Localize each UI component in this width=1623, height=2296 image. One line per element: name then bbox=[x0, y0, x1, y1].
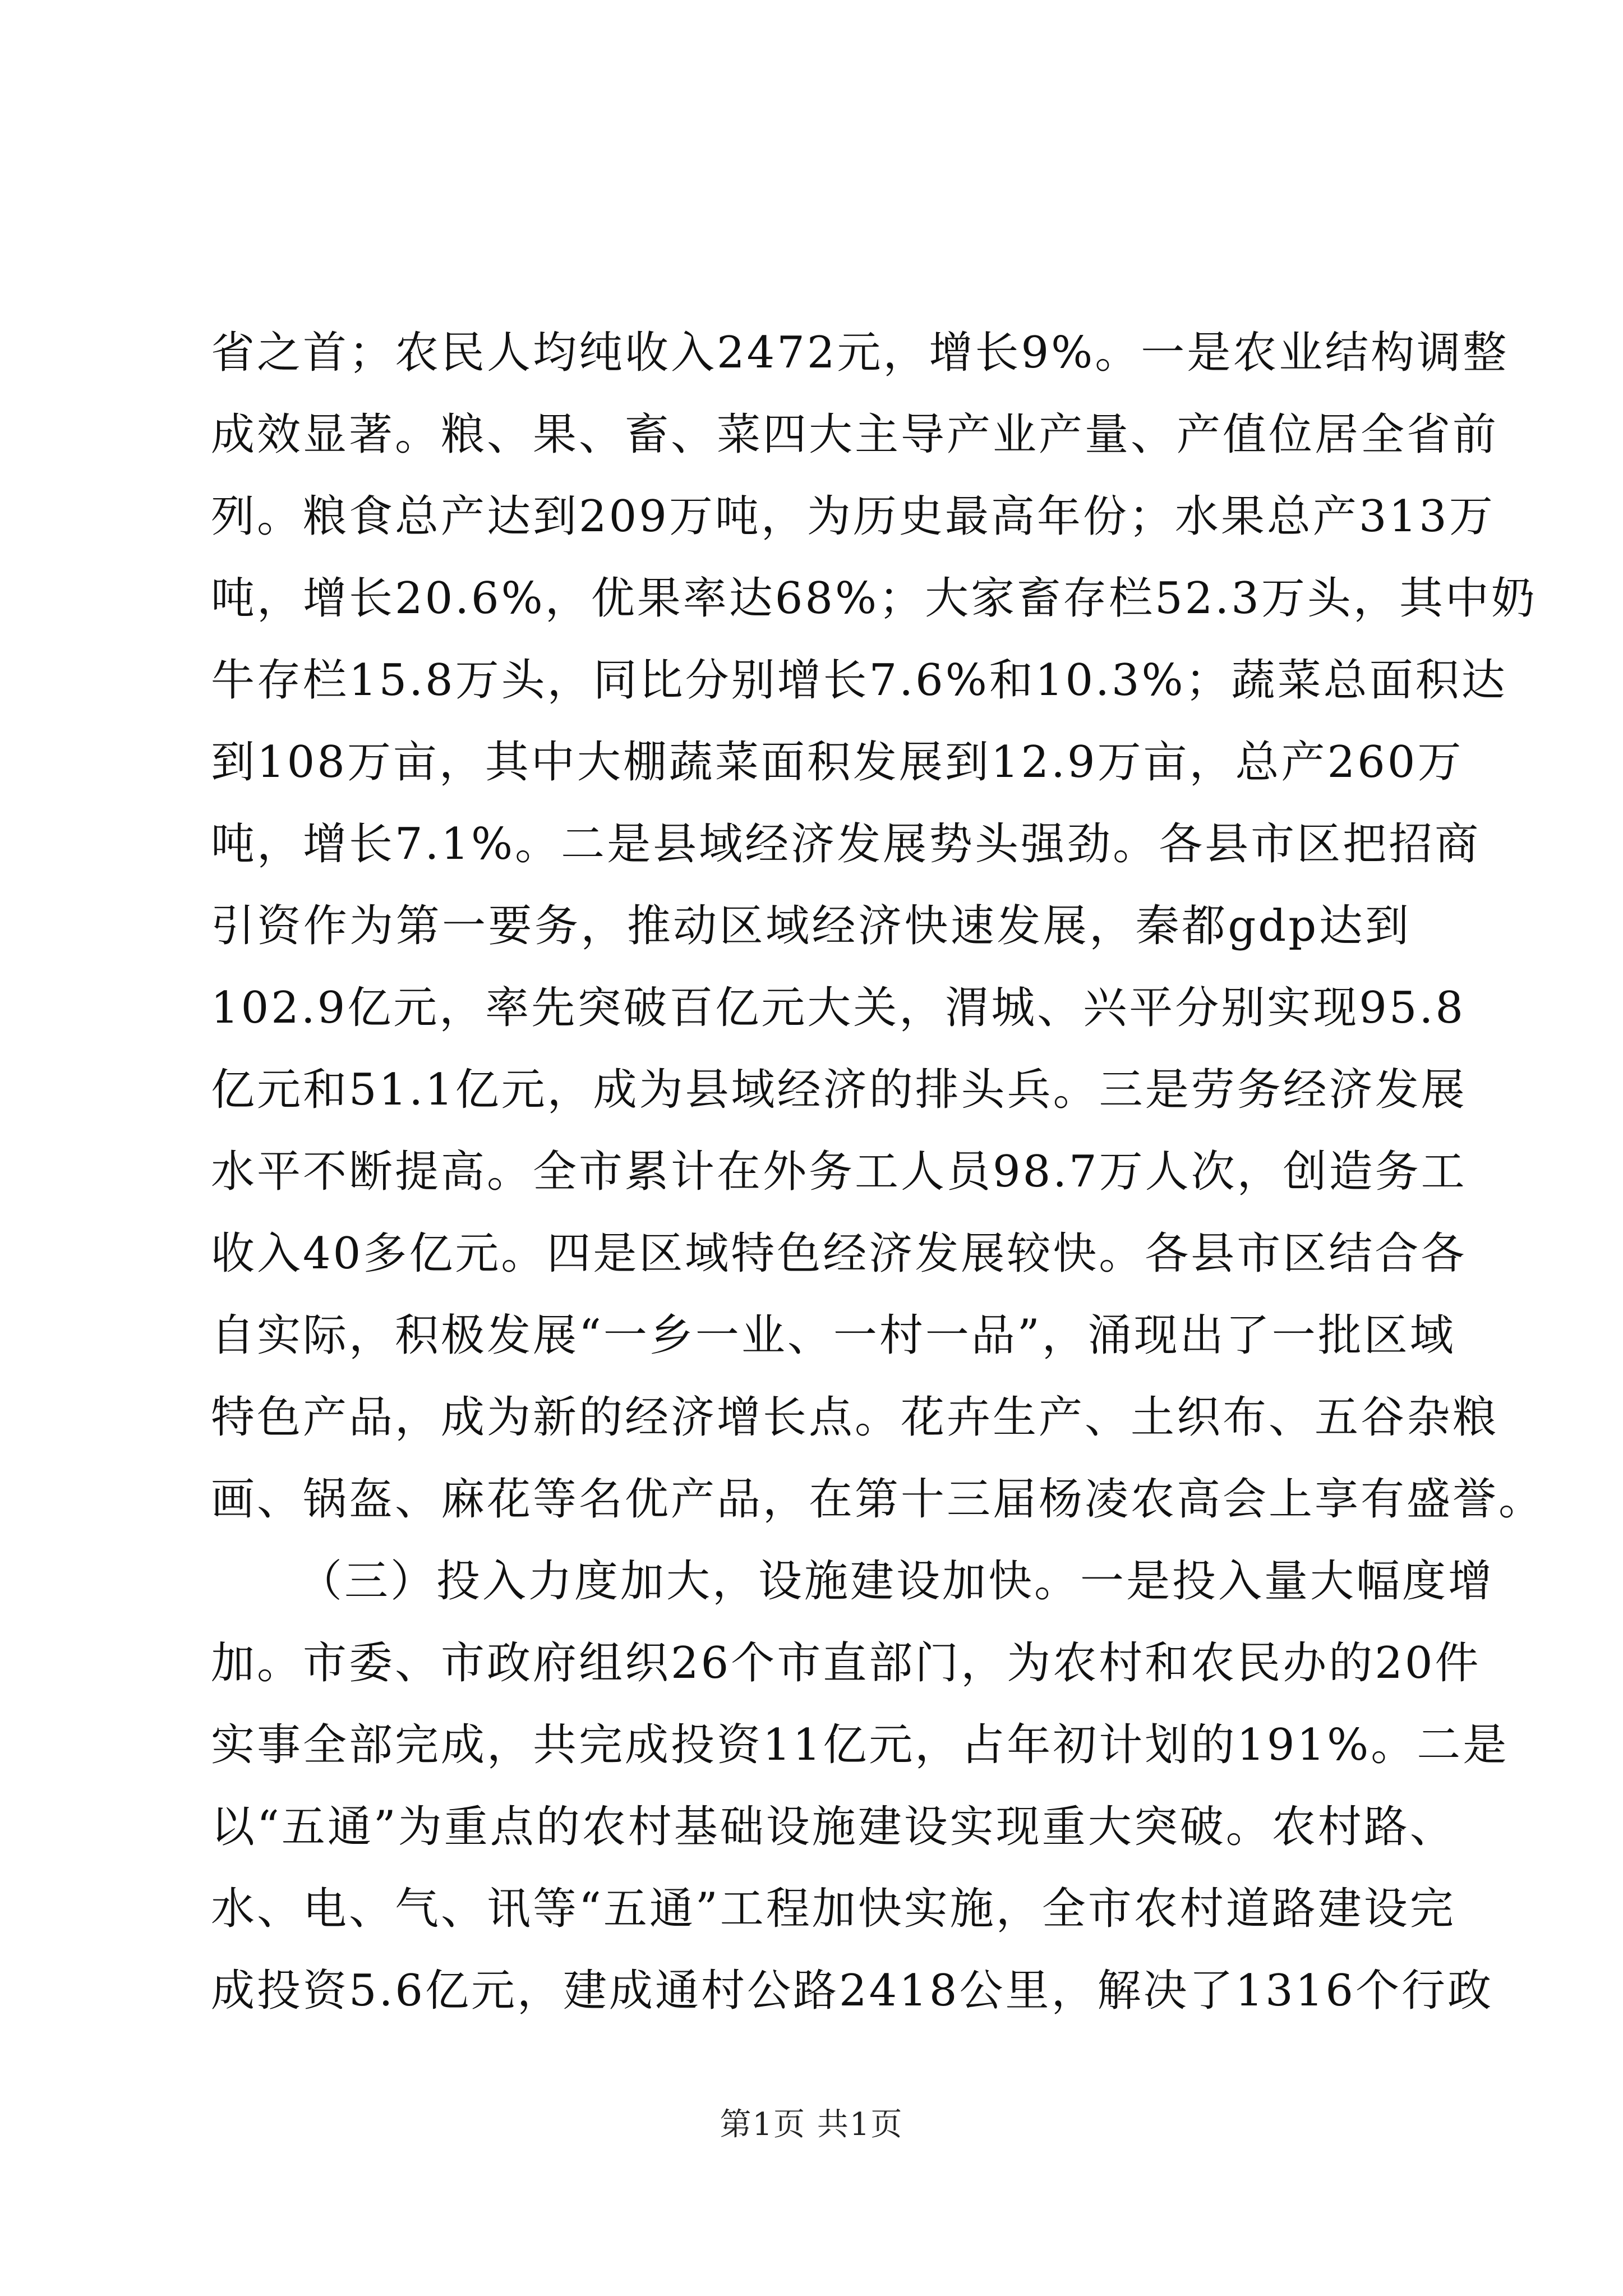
text-line: 到108万亩，其中大棚蔬菜面积发展到12.9万亩，总产260万 bbox=[211, 737, 1464, 788]
text-line: 牛存栏15.8万头，同比分别增长7.6%和10.3%；蔬菜总面积达 bbox=[211, 655, 1507, 706]
text-line: 成投资5.6亿元，建成通村公路2418公里，解决了1316个行政 bbox=[211, 1966, 1494, 2016]
text-line: 102.9亿元，率先突破百亿元大关，渭城、兴平分别实现95.8 bbox=[211, 983, 1465, 1033]
text-line: 画、锅盔、麻花等名优产品，在第十三届杨凌农高会上享有盛誉。 bbox=[211, 1474, 1545, 1525]
page-number-footer: 第1页 共1页 bbox=[720, 2106, 903, 2143]
document-body bbox=[211, 312, 1545, 2032]
text-line: 吨，增长7.1%。二是县域经济发展势头强劲。各县市区把招商 bbox=[211, 819, 1481, 869]
text-line: 水平不断提高。全市累计在外务工人员98.7万人次，创造务工 bbox=[211, 1147, 1467, 1197]
text-line: 列。粮食总产达到209万吨，为历史最高年份；水果总产313万 bbox=[211, 491, 1495, 542]
paragraph-heading-line: （三）投入力度加大，设施建设加快。一是投入量大幅度增 bbox=[298, 1556, 1495, 1607]
text-line: 实事全部完成，共完成投资11亿元，占年初计划的191%。二是 bbox=[211, 1720, 1509, 1770]
text-line: 水、电、气、讯等“五通”工程加快实施，全市农村道路建设完 bbox=[211, 1884, 1456, 1934]
text-line: 加。市委、市政府组织26个市直部门，为农村和农民办的20件 bbox=[211, 1638, 1481, 1688]
text-line: 吨，增长20.6%，优果率达68%；大家畜存栏52.3万头，其中奶 bbox=[211, 573, 1537, 624]
text-line: 引资作为第一要务，推动区域经济快速发展，秦都gdp达到 bbox=[211, 901, 1411, 951]
text-line: 成效显著。粮、果、畜、菜四大主导产业产量、产值位居全省前 bbox=[211, 409, 1499, 460]
text-line: 收入40多亿元。四是区域特色经济发展较快。各县市区结合各 bbox=[211, 1228, 1467, 1279]
text-line: 亿元和51.1亿元，成为县域经济的排头兵。三是劳务经济发展 bbox=[211, 1065, 1467, 1115]
text-line: 自实际，积极发展“一乡一业、一村一品”，涌现出了一批区域 bbox=[211, 1310, 1456, 1361]
text-line: 特色产品，成为新的经济增长点。花卉生产、土织布、五谷杂粮 bbox=[211, 1392, 1499, 1443]
text-line: 省之首；农民人均纯收入2472元，增长9%。一是农业结构调整 bbox=[211, 328, 1509, 378]
text-line: 以“五通”为重点的农村基础设施建设实现重大突破。农村路、 bbox=[211, 1802, 1456, 1852]
